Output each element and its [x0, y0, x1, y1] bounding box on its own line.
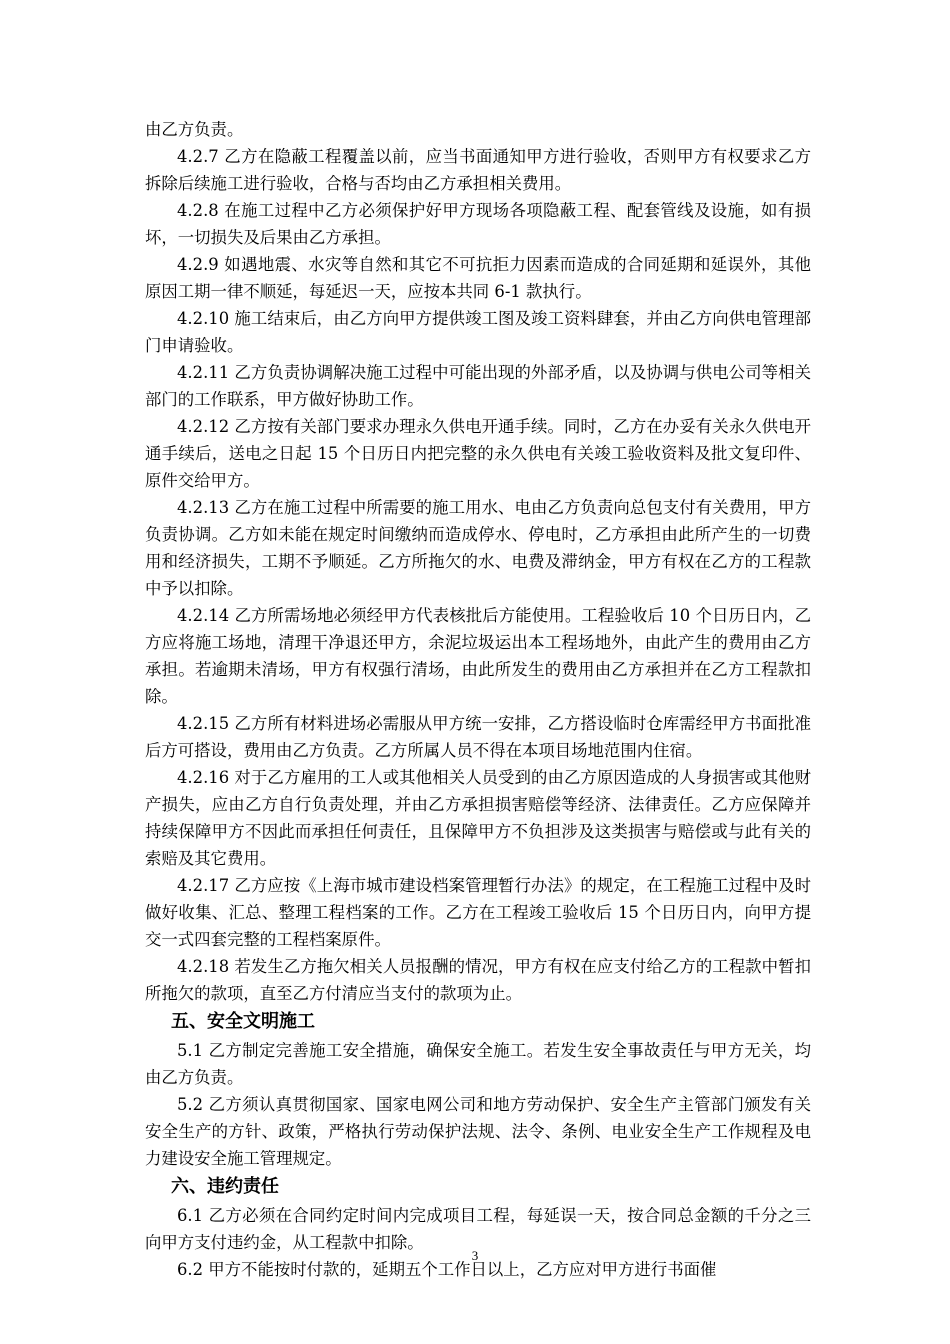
clause-5-1: 5.1 乙方制定完善施工安全措施，确保安全施工。若发生安全事故责任与甲方无关，均由乙方负责。	[145, 1041, 811, 1087]
clause-4-2-12: 4.2.12 乙方按有关部门要求办理永久供电开通手续。同时，乙方在办妥有关永久供电开通手续后，送电之日起 15 个日历日内把完整的永久供电有关竣工验收资料及批文复印件、原件交给甲方。	[145, 417, 811, 490]
page-number: 3	[471, 1248, 479, 1263]
clause-4-2-9: 4.2.9 如遇地震、水灾等自然和其它不可抗拒力因素而造成的合同延期和延误外，其他原因工期一律不顺延，每延迟一天，应按本共同 6-1 款执行。	[145, 255, 811, 301]
document-body	[145, 116, 811, 1283]
section-heading-liability: 六、违约责任	[171, 1176, 279, 1197]
clause-4-2-18: 4.2.18 若发生乙方拖欠相关人员报酬的情况，甲方有权在应支付给乙方的工程款中暂扣所拖欠的款项，直至乙方付清应当支付的款项为止。	[145, 957, 811, 1003]
clause-6-2: 6.2 甲方不能按时付款的，延期五个工作日以上，乙方应对甲方进行书面催	[177, 1260, 717, 1279]
clause-6-1: 6.1 乙方必须在合同约定时间内完成项目工程，每延误一天，按合同总金额的千分之三向甲方支付违约金，从工程款中扣除。	[145, 1206, 811, 1252]
clause-4-2-17: 4.2.17 乙方应按《上海市城市建设档案管理暂行办法》的规定，在工程施工过程中及时做好收集、汇总、整理工程档案的工作。乙方在工程竣工验收后 15 个日历日内，向甲方提交一式四套完整的工程档案原件。	[145, 876, 811, 949]
clause-4-2-15: 4.2.15 乙方所有材料进场必需服从甲方统一安排，乙方搭设临时仓库需经甲方书面批准后方可搭设，费用由乙方负责。乙方所属人员不得在本项目场地范围内住宿。	[145, 714, 811, 760]
clause-4-2-7: 4.2.7 乙方在隐蔽工程覆盖以前，应当书面通知甲方进行验收，否则甲方有权要求乙方拆除后续施工进行验收，合格与否均由乙方承担相关费用。	[145, 147, 811, 193]
clause-4-2-14: 4.2.14 乙方所需场地必须经甲方代表核批后方能使用。工程验收后 10 个日历日内，乙方应将施工场地，清理干净退还甲方，余泥垃圾运出本工程场地外，由此产生的费用由乙方承担。若逾期未清场，甲方有权强行清场，由此所发生的费用由乙方承担并在乙方工程款扣除。	[145, 606, 811, 706]
clause-4-2-8: 4.2.8 在施工过程中乙方必须保护好甲方现场各项隐蔽工程、配套管线及设施，如有损坏，一切损失及后果由乙方承担。	[145, 201, 811, 247]
clause-4-2-13: 4.2.13 乙方在施工过程中所需要的施工用水、电由乙方负责向总包支付有关费用，甲方负责协调。乙方如未能在规定时间缴纳而造成停水、停电时，乙方承担由此所产生的一切费用和经济损失，工期不予顺延。乙方所拖欠的水、电费及滞纳金，甲方有权在乙方的工程款中予以扣除。	[145, 498, 811, 598]
clause-4-2-16: 4.2.16 对于乙方雇用的工人或其他相关人员受到的由乙方原因造成的人身损害或其他财产损失，应由乙方自行负责处理，并由乙方承担损害赔偿等经济、法律责任。乙方应保障并持续保障甲方不因此而承担任何责任，且保障甲方不负担涉及这类损害与赔偿或与此有关的索赔及其它费用。	[145, 768, 811, 868]
paragraph-continuation: 由乙方负责。	[145, 120, 244, 139]
clause-4-2-10: 4.2.10 施工结束后，由乙方向甲方提供竣工图及竣工资料肆套，并由乙方向供电管理部门申请验收。	[145, 309, 811, 355]
clause-5-2: 5.2 乙方须认真贯彻国家、国家电网公司和地方劳动保护、安全生产主管部门颁发有关安全生产的方针、政策，严格执行劳动保护法规、法令、条例、电业安全生产工作规程及电力建设安全施工管理规定。	[145, 1095, 811, 1168]
section-heading-safety: 五、安全文明施工	[171, 1011, 315, 1032]
clause-4-2-11: 4.2.11 乙方负责协调解决施工过程中可能出现的外部矛盾，以及协调与供电公司等相关部门的工作联系，甲方做好协助工作。	[145, 363, 811, 409]
